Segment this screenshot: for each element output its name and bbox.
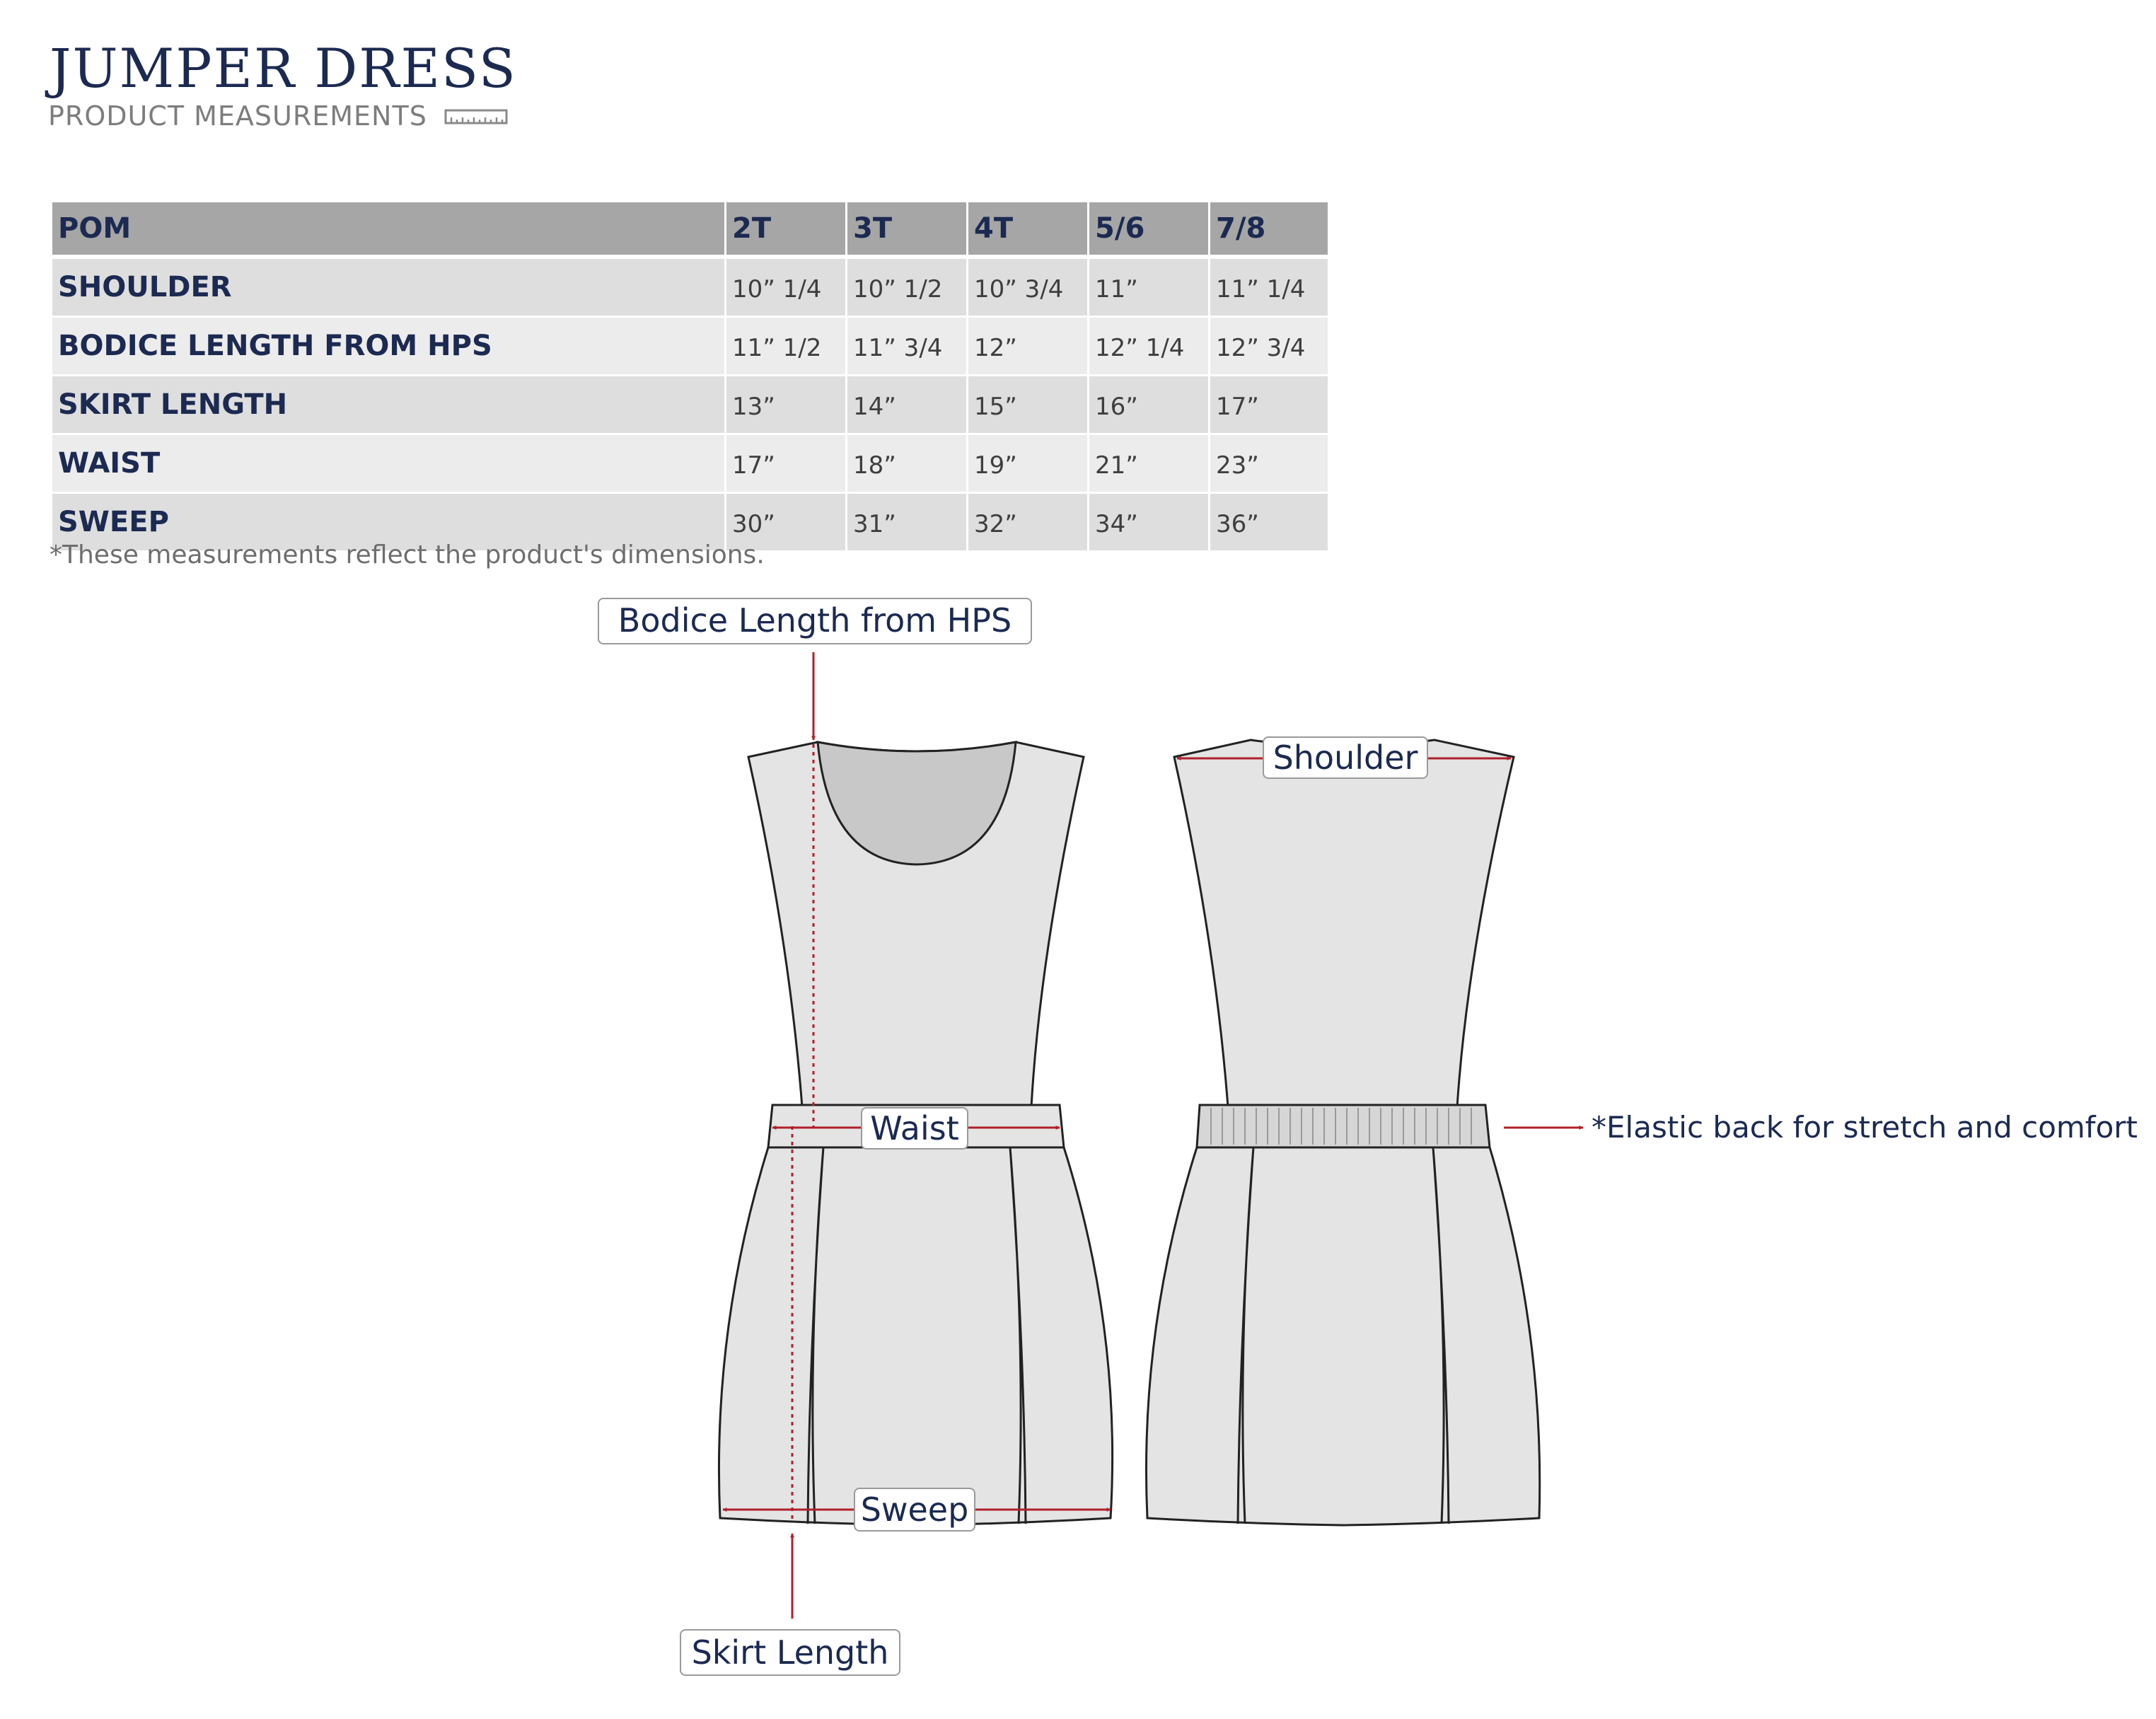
table-cell: 12” bbox=[968, 318, 1089, 376]
back-skirt bbox=[1146, 1147, 1539, 1525]
label-shoulder bbox=[1263, 737, 1427, 778]
column-header-3t: 3T bbox=[847, 202, 968, 259]
label-shoulder-text: Shoulder bbox=[1273, 739, 1418, 777]
table-cell: 13” bbox=[726, 376, 847, 435]
table-cell: 10” 3/4 bbox=[968, 259, 1089, 318]
back-bodice bbox=[1174, 740, 1514, 1107]
label-skirt-length-text: Skirt Length bbox=[691, 1633, 889, 1672]
table-cell: 14” bbox=[847, 376, 968, 435]
table-cell: 31” bbox=[847, 494, 968, 552]
footnote: *These measurements reflect the product's dimensions. bbox=[50, 540, 765, 569]
column-header-4t: 4T bbox=[968, 202, 1089, 259]
table-cell: 30” bbox=[726, 494, 847, 552]
column-header-pom: POM bbox=[52, 202, 726, 259]
page-title: JUMPER DRESS bbox=[50, 37, 517, 100]
table-cell: 12” 3/4 bbox=[1210, 318, 1330, 376]
table-cell: 15” bbox=[968, 376, 1089, 435]
label-bodice-length bbox=[598, 598, 1031, 644]
row-label: WAIST bbox=[52, 435, 726, 494]
table-cell: 36” bbox=[1210, 494, 1330, 552]
front-skirt bbox=[719, 1147, 1112, 1525]
table-cell: 16” bbox=[1089, 376, 1210, 435]
table-cell: 23” bbox=[1210, 435, 1330, 494]
table-cell: 10” 1/4 bbox=[726, 259, 847, 318]
subtitle-text: PRODUCT MEASUREMENTS bbox=[48, 100, 427, 132]
table-cell: 18” bbox=[847, 435, 968, 494]
column-header-7-8: 7/8 bbox=[1210, 202, 1330, 259]
table-cell: 11” 1/4 bbox=[1210, 259, 1330, 318]
column-header-5-6: 5/6 bbox=[1089, 202, 1210, 259]
label-waist bbox=[862, 1108, 968, 1149]
table-cell: 19” bbox=[968, 435, 1089, 494]
table-cell: 34” bbox=[1089, 494, 1210, 552]
label-bodice-length-text: Bodice Length from HPS bbox=[618, 601, 1012, 639]
row-label: BODICE LENGTH FROM HPS bbox=[52, 318, 726, 376]
row-label: SWEEP bbox=[52, 494, 726, 552]
table-cell: 32” bbox=[968, 494, 1089, 552]
table-cell: 11” bbox=[1089, 259, 1210, 318]
row-label: SKIRT LENGTH bbox=[52, 376, 726, 435]
back-elastic-waistband bbox=[1197, 1105, 1490, 1147]
elastic-back-note: *Elastic back for stretch and comfort bbox=[1592, 1110, 2138, 1145]
table-cell: 17” bbox=[1210, 376, 1330, 435]
table-cell: 17” bbox=[726, 435, 847, 494]
label-skirt-length bbox=[680, 1630, 900, 1675]
table-cell: 12” 1/4 bbox=[1089, 318, 1210, 376]
table-cell: 11” 1/2 bbox=[726, 318, 847, 376]
table-cell: 21” bbox=[1089, 435, 1210, 494]
back-view bbox=[1146, 740, 1539, 1525]
label-sweep bbox=[854, 1488, 975, 1531]
column-header-2t: 2T bbox=[726, 202, 847, 259]
table-cell: 11” 3/4 bbox=[847, 318, 968, 376]
label-waist-text: Waist bbox=[870, 1109, 959, 1147]
row-label: SHOULDER bbox=[52, 259, 726, 318]
label-sweep-text: Sweep bbox=[860, 1491, 969, 1529]
table-cell: 10” 1/2 bbox=[847, 259, 968, 318]
